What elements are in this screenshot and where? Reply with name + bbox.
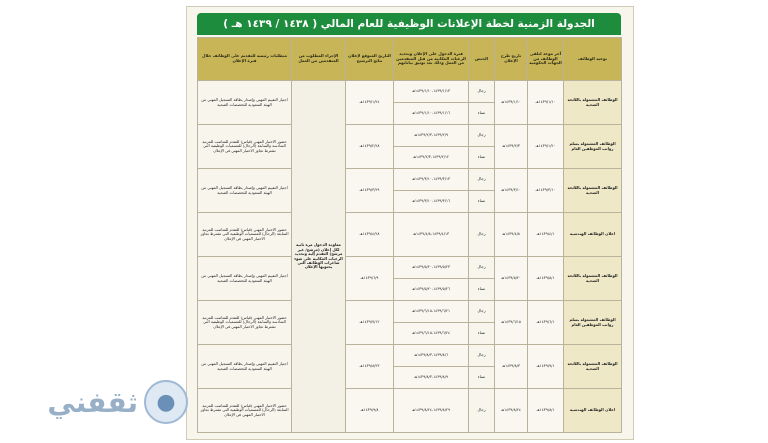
male-period: ١٤٣٩/٨/٦-١٤٣٩/٨/٣هـ bbox=[394, 345, 469, 367]
post-date: ١٤٣٩/٣/١٠هـ bbox=[495, 169, 528, 213]
results-date: ١٤٣٩/٤/٢٨هـ bbox=[346, 213, 394, 257]
table-row bbox=[198, 81, 622, 103]
logo-text: ثقفني bbox=[47, 385, 138, 419]
deadline-date: ١٤٣٩/٦/١هـ bbox=[528, 301, 564, 345]
male-period: ١٤٣٩/٢/٩-١٤٣٩/٢/٣هـ bbox=[394, 125, 469, 147]
requirement-text: حضور الاختبار المهني (قياس) للتقدم للمناصب للمرتبة السابعة (الرجال) للمسميات الوظيفية التي تشترط تجاوز الاختبار المهني في الإعلان bbox=[198, 213, 292, 257]
male-period: ١٤٣٩/٦/٢١-١٤٣٩/٦/١٥هـ bbox=[394, 301, 469, 323]
post-date: ١٤٣٩/٦/١٥هـ bbox=[495, 301, 528, 345]
requirement-text: حضور الاختبار المهني (قياس) للتقدم للمناصب للمرتبة السادسة والسابعة (الرجال) للمسميات الوظيفية التي تشترط تجاوز الاختبار المهني في الإعلان bbox=[198, 125, 292, 169]
gender-female: نساء bbox=[469, 103, 495, 125]
requirement-text: حضور الاختبار المهني (قياس) للتقدم للمناصب للمرتبة السابعة (الرجال) للمسميات الوظيفية التي تشترط تجاوز الاختبار المهني في الإعلان bbox=[198, 389, 292, 433]
results-date: ١٤٣٩/٩/٨هـ bbox=[346, 389, 394, 433]
lightbulb-icon: ● bbox=[144, 380, 188, 424]
header-post-date: تاريخ طرح الإعلان bbox=[495, 38, 528, 81]
table-row bbox=[198, 257, 622, 279]
gender-female: نساء bbox=[469, 367, 495, 389]
female-period: ١٤٣٩/٥/٢٦-١٤٣٩/٥/٢٠هـ bbox=[394, 279, 469, 301]
results-date: ١٤٣٩/١/٢٤هـ bbox=[346, 81, 394, 125]
results-date: ١٤٣٩/٨/٢٣هـ bbox=[346, 345, 394, 389]
schedule-body bbox=[198, 81, 622, 433]
results-date: ١٤٣٩/٧/١٢هـ bbox=[346, 301, 394, 345]
job-category: الوظائف المشمولة باللائحة الصحية bbox=[564, 257, 622, 301]
deadline-date: ١٤٣٩/٥/١هـ bbox=[528, 257, 564, 301]
header-application-period: فترة الدخول على الإعلان وتحديد الرغبات المكانية من قبل المتقدمين من العمل وذلك بعد توثيق بياناتهم bbox=[394, 38, 469, 81]
table-row bbox=[198, 169, 622, 191]
gender-male: رجال bbox=[469, 81, 495, 103]
deadline-date: ١٤٣٩/٨/١هـ bbox=[528, 389, 564, 433]
post-date: ١٤٣٩/٢/٣هـ bbox=[495, 125, 528, 169]
male-period: ١٤٣٩/٤/١٣-١٤٣٩/٤/٨هـ bbox=[394, 213, 469, 257]
header-deadline: آخر موعد لتلقي الوظائف من الجهات الحكومية bbox=[528, 38, 564, 81]
job-category: الوظائف المشمولة باللائحة الصحية bbox=[564, 169, 622, 213]
job-category: اعلان الوظائف الهندسية bbox=[564, 213, 622, 257]
female-period: ١٤٣٩/٣/١٦-١٤٣٩/٣/١٠هـ bbox=[394, 191, 469, 213]
results-date: ١٤٣٩/٣/٢٩هـ bbox=[346, 169, 394, 213]
post-date: ١٤٣٩/٤/٨هـ bbox=[495, 213, 528, 257]
requirement-text: حضور الاختبار المهني (قياس) للتقدم للمناصب للمرتبة السادسة والسابعة (الرجال) للمسميات الوظيفية التي تشترط تجاوز الاختبار المهني في الإعلان bbox=[198, 301, 292, 345]
job-category: الوظائف المشمولة باللائحة الصحية bbox=[564, 81, 622, 125]
table-row bbox=[198, 301, 622, 323]
results-date: ١٤٣٩/٦/٩هـ bbox=[346, 257, 394, 301]
header-job-type: نوعية الوظائف bbox=[564, 38, 622, 81]
gender-male: رجال bbox=[469, 257, 495, 279]
schedule-table-frame bbox=[186, 6, 634, 440]
deadline-date: ١٤٣٩/٣/١٠هـ bbox=[528, 169, 564, 213]
results-date: ١٤٣٩/٢/٢٨هـ bbox=[346, 125, 394, 169]
male-period: ١٤٣٩/٥/٢٣-١٤٣٩/٥/٢٠هـ bbox=[394, 257, 469, 279]
female-period: ١٤٣٩/٦/٢٤-١٤٣٩/٦/١٥هـ bbox=[394, 323, 469, 345]
header-requirements: متطلبات رئيسة للتقديم على الوظائف خلال فترة الإعلان bbox=[198, 38, 292, 81]
gender-male: رجال bbox=[469, 301, 495, 323]
site-logo bbox=[8, 372, 188, 432]
gender-male: رجال bbox=[469, 389, 495, 433]
job-category: الوظائف المشمولة بسلم رواتب الموظفين العام bbox=[564, 125, 622, 169]
gender-female: نساء bbox=[469, 279, 495, 301]
gender-male: رجال bbox=[469, 345, 495, 367]
schedule-table bbox=[197, 37, 622, 433]
post-date: ١٤٣٩/٥/٢٠هـ bbox=[495, 257, 528, 301]
header-gender: الجنس bbox=[469, 38, 495, 81]
requirement-text: اجتياز التقييم المهني وإصدار بطاقة التسجيل المهني من الهيئة السعودية للتخصصات الصحية bbox=[198, 345, 292, 389]
post-date: ١٤٣٩/٨/٢٤هـ bbox=[495, 389, 528, 433]
deadline-date: ١٤٣٩/٧/١هـ bbox=[528, 345, 564, 389]
deadline-date: ١٤٣٩/١/١٠هـ bbox=[528, 81, 564, 125]
male-period: ١٤٣٩/١/١٣-١٤٣٩/١/١٠هـ bbox=[394, 81, 469, 103]
header-results-date: التاريخ المتوقع لإعلان نتائج الترشيح bbox=[346, 38, 394, 81]
female-period: ١٤٣٩/١/١٦-١٤٣٩/١/١٠هـ bbox=[394, 103, 469, 125]
job-category: اعلان الوظائف الهندسية bbox=[564, 389, 622, 433]
deadline-date: ١٤٣٩/٤/١هـ bbox=[528, 213, 564, 257]
male-period: ١٤٣٩/٣/١٣-١٤٣٩/٣/١٠هـ bbox=[394, 169, 469, 191]
gender-female: نساء bbox=[469, 191, 495, 213]
requirement-text: اجتياز التقييم المهني وإصدار بطاقة التسجيل المهني من الهيئة السعودية للتخصصات الصحية bbox=[198, 81, 292, 125]
requirement-text: اجتياز التقييم المهني وإصدار بطاقة التسجيل المهني من الهيئة السعودية للتخصصات الصحية bbox=[198, 169, 292, 213]
table-row bbox=[198, 213, 622, 257]
header-row bbox=[198, 38, 622, 81]
male-period: ١٤٣٩/٨/٢٩-١٤٣٩/٨/٢٤هـ bbox=[394, 389, 469, 433]
table-row bbox=[198, 389, 622, 433]
requirement-text: اجتياز التقييم المهني وإصدار بطاقة التسجيل المهني من الهيئة السعودية للتخصصات الصحية bbox=[198, 257, 292, 301]
post-date: ١٤٣٩/٨/٣هـ bbox=[495, 345, 528, 389]
required-action-note: معاودة الدخول مرة ثانية لكل إعلان (مرشح/ غير مرشح) التقدم إليه وتحديد الرغبات المكانية على ضوء شاغرات الوظائف التي يحتويها الإعلان bbox=[292, 81, 346, 433]
header-required-action: الإجراء المطلوب من المتقدمين من العمل bbox=[292, 38, 346, 81]
female-period: ١٤٣٩/٢/١٢-١٤٣٩/٢/٣هـ bbox=[394, 147, 469, 169]
deadline-date: ١٤٣٩/١/٢٠هـ bbox=[528, 125, 564, 169]
female-period: ١٤٣٩/٨/٩-١٤٣٩/٨/٣هـ bbox=[394, 367, 469, 389]
table-row bbox=[198, 125, 622, 147]
gender-male: رجال bbox=[469, 125, 495, 147]
gender-female: نساء bbox=[469, 323, 495, 345]
table-title: الجدولة الزمنية لخطة الإعلانات الوظيفية للعام المالي ( ١٤٣٨ / ١٤٣٩ هـ ) bbox=[197, 13, 621, 35]
gender-male: رجال bbox=[469, 169, 495, 191]
post-date: ١٤٣٩/١/١٠هـ bbox=[495, 81, 528, 125]
job-category: الوظائف المشمولة باللائحة الصحية bbox=[564, 345, 622, 389]
table-row bbox=[198, 345, 622, 367]
job-category: الوظائف المشمولة بسلم رواتب الموظفين العام bbox=[564, 301, 622, 345]
gender-female: نساء bbox=[469, 147, 495, 169]
gender-male: رجال bbox=[469, 213, 495, 257]
